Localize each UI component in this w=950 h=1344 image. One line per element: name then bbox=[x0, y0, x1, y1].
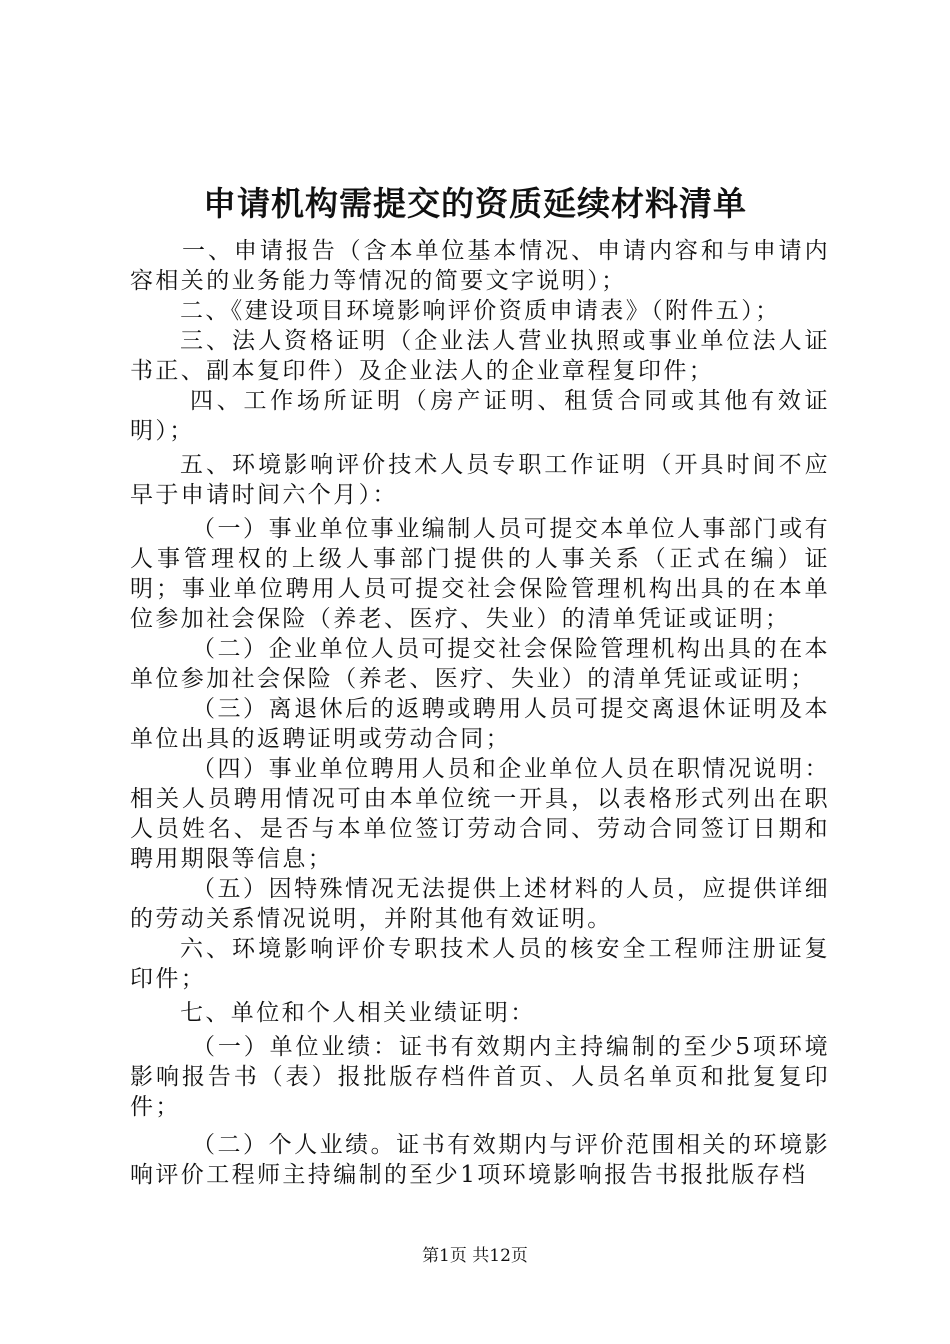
paragraph-staff-proof-2: （二）企业单位人员可提交社会保险管理机构出具的在本单位参加社会保险（养老、医疗、失业）的清单凭证或证明； bbox=[130, 636, 830, 692]
paragraph-staff-proof-4: （四）事业单位聘用人员和企业单位人员在职情况说明：相关人员聘用情况可由本单位统一开具，以表格形式列出在职人员姓名、是否与本单位签订劳动合同、劳动合同签订日期和聘用期限等信息； bbox=[130, 756, 830, 872]
paragraph-staff-proof-5: （五）因特殊情况无法提供上述材料的人员，应提供详细的劳动关系情况说明，并附其他有效证明。 bbox=[130, 876, 830, 932]
paragraph-unit-performance: （一）单位业绩：证书有效期内主持编制的至少5项环境影响报告书（表）报批版存档件首页、人员名单页和批复复印件； bbox=[130, 1034, 830, 1120]
paragraph-staff-proof-3: （三）离退休后的返聘或聘用人员可提交离退休证明及本单位出具的返聘证明或劳动合同； bbox=[130, 696, 830, 752]
paragraph-nuclear-safety-cert: 六、环境影响评价专职技术人员的核安全工程师注册证复印件； bbox=[130, 936, 830, 992]
paragraph-staff-proof: 五、环境影响评价技术人员专职工作证明（开具时间不应早于申请时间六个月）： bbox=[130, 452, 830, 508]
paragraph-personal-performance: （二）个人业绩。证书有效期内与评价范围相关的环境影响评价工程师主持编制的至少1项环境影响报告书报批版存档 bbox=[130, 1132, 830, 1188]
page-number: 第1页 共12页 bbox=[422, 1246, 528, 1266]
paragraph-application-form: 二、《建设项目环境影响评价资质申请表》（附件五）； bbox=[180, 298, 781, 324]
paragraph-legal-entity-proof: 三、法人资格证明（企业法人营业执照或事业单位法人证书正、副本复印件）及企业法人的企业章程复印件； bbox=[130, 328, 830, 384]
document-body bbox=[130, 236, 830, 1190]
paragraph-performance-proof: 七、单位和个人相关业绩证明： bbox=[180, 1000, 536, 1026]
paragraph-application-report: 一、申请报告（含本单位基本情况、申请内容和与申请内容相关的业务能力等情况的简要文字说明）； bbox=[130, 238, 830, 294]
document-title: 申请机构需提交的资质延续材料清单 bbox=[203, 184, 747, 223]
paragraph-workplace-proof: 四、工作场所证明（房产证明、租赁合同或其他有效证明）； bbox=[130, 388, 830, 444]
paragraph-staff-proof-1: （一）事业单位事业编制人员可提交本单位人事部门或有人事管理权的上级人事部门提供的人事关系（正式在编）证明；事业单位聘用人员可提交社会保险管理机构出具的在本单位参加社会保险（养老、医疗、失业）的清单凭证或证明； bbox=[130, 516, 830, 632]
